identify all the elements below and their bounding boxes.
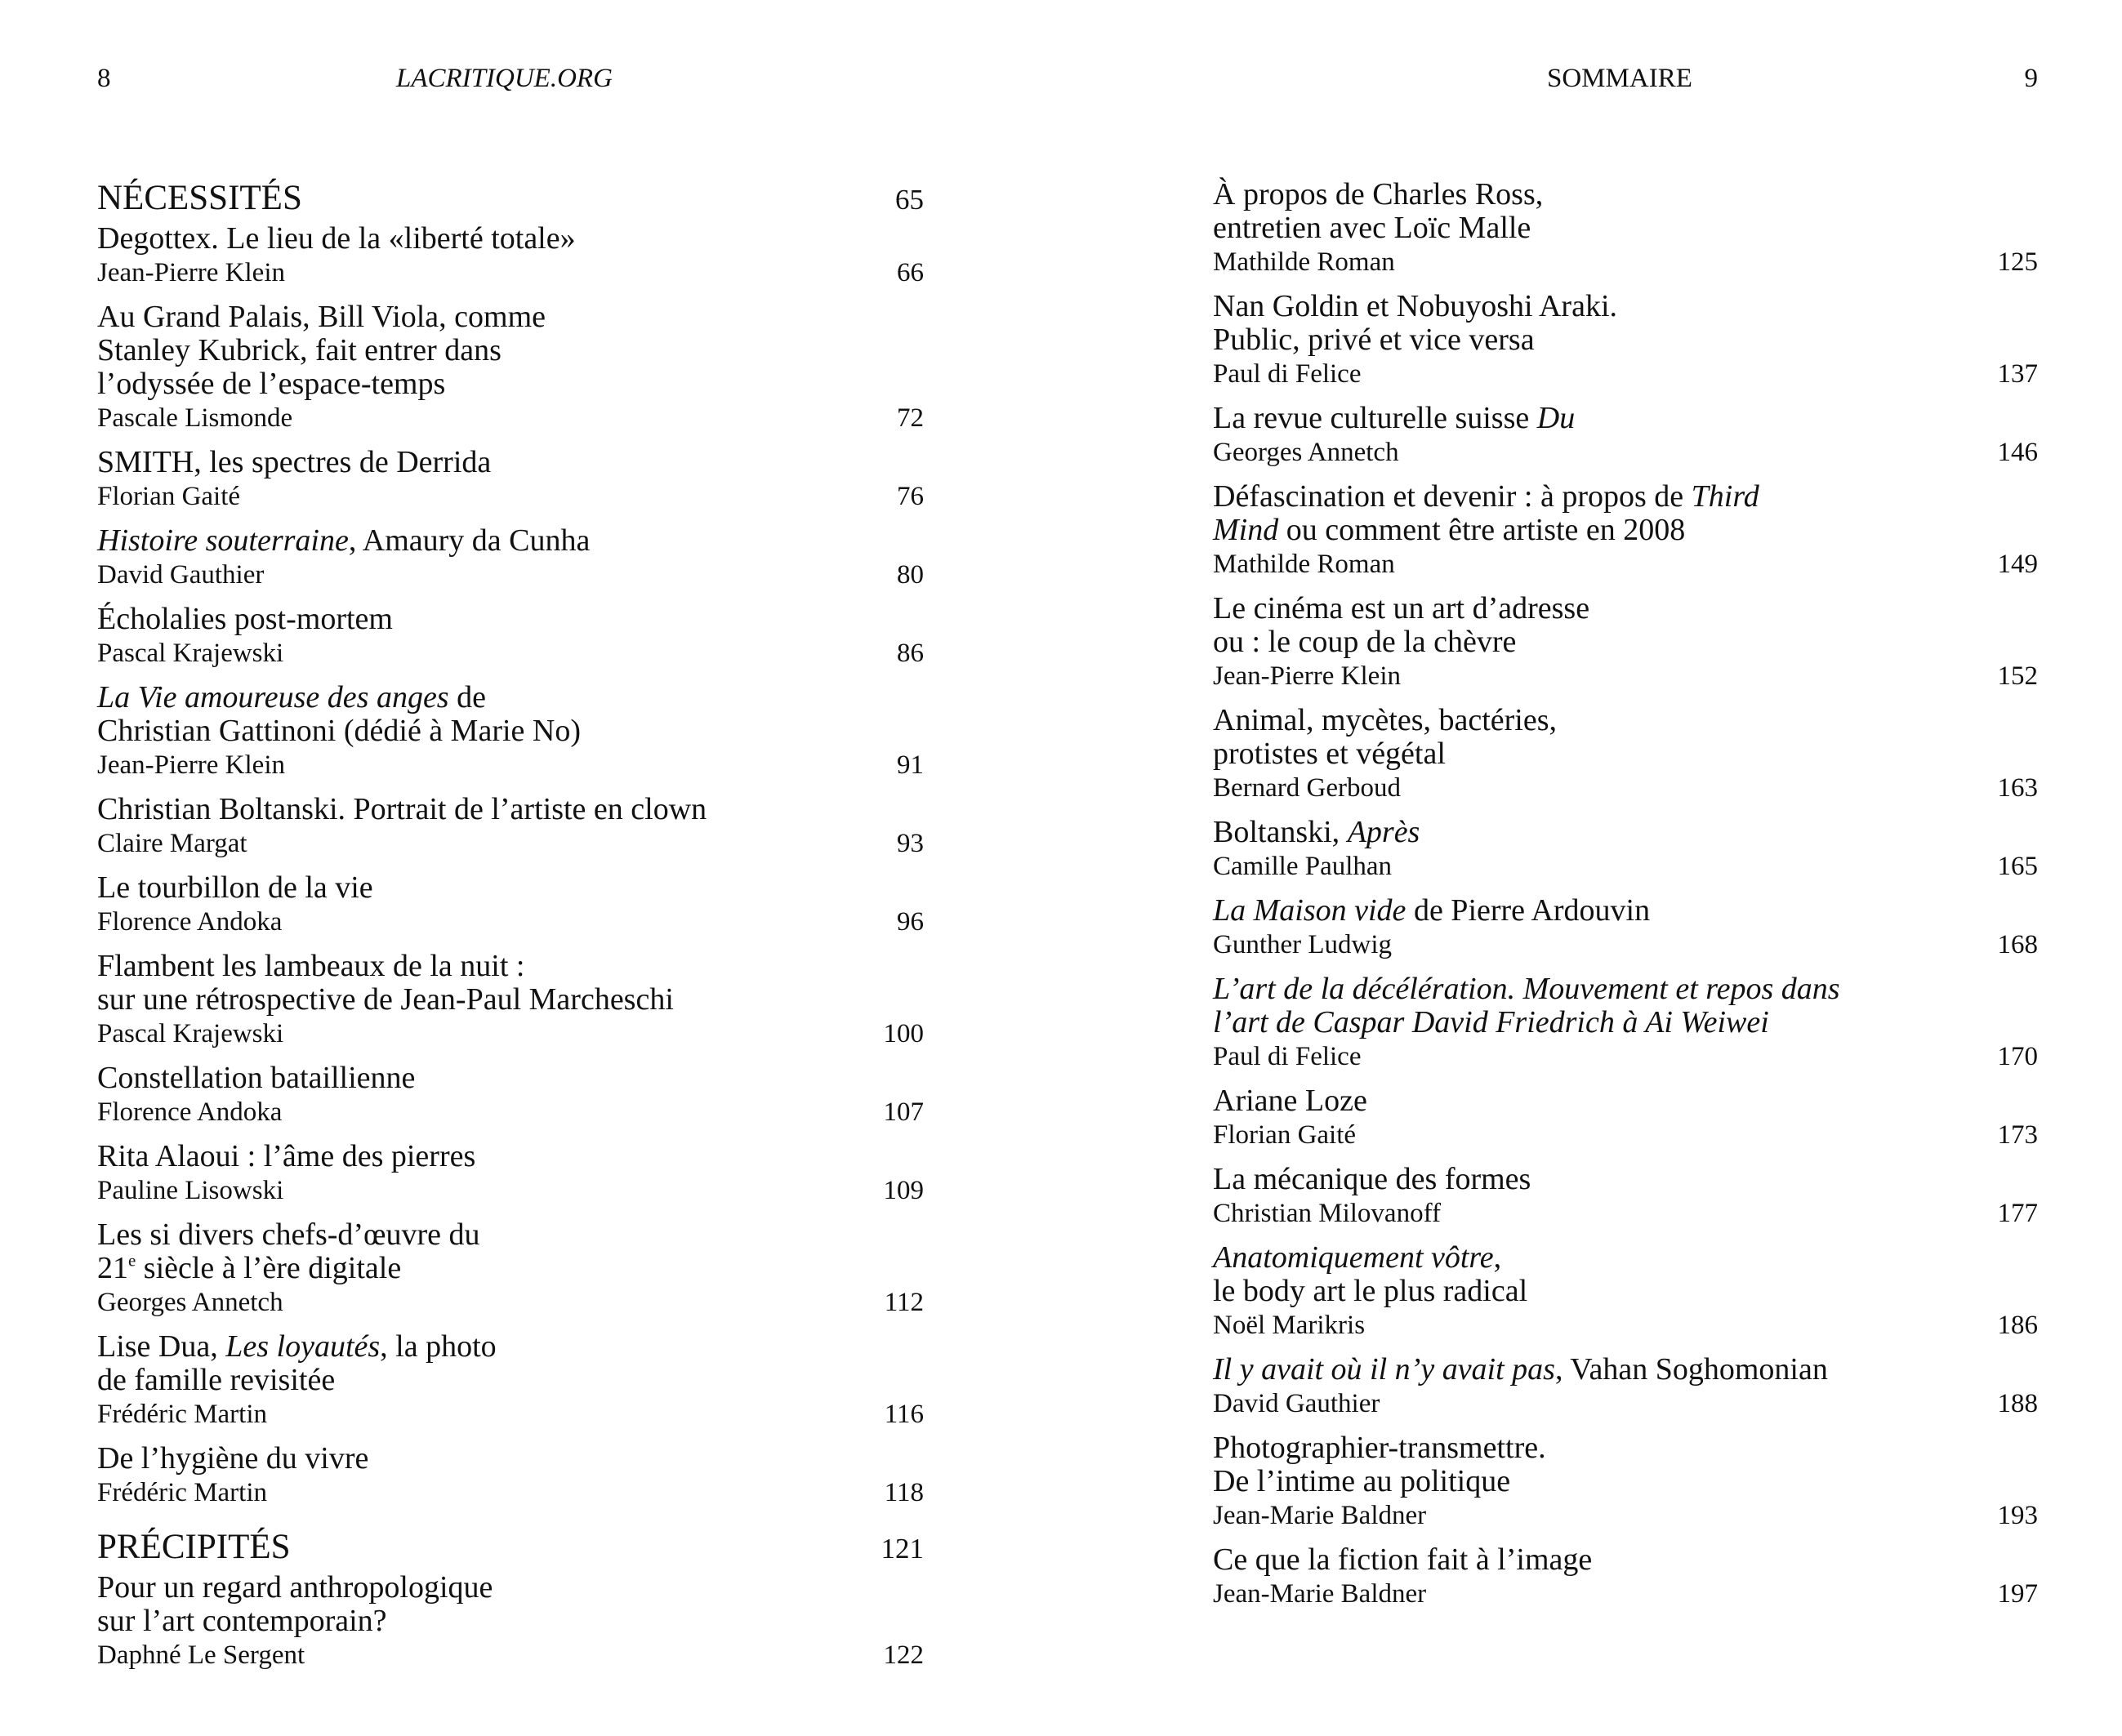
title-segment: Le tourbillon de la vie — [97, 870, 373, 905]
entry-title — [97, 871, 924, 905]
entry-byline — [1213, 358, 2038, 390]
title-line — [1213, 1353, 2038, 1387]
title-segment: de — [448, 680, 486, 714]
entry-byline — [1213, 1119, 2038, 1151]
title-line — [97, 1140, 924, 1173]
entry-byline — [1213, 1197, 2038, 1230]
entry-author: Florian Gaité — [97, 482, 241, 511]
italic-title-segment: Après — [1347, 815, 1420, 849]
toc-entry — [1213, 1543, 2038, 1610]
title-line — [97, 524, 924, 558]
entry-author: Jean-Marie Baldner — [1213, 1501, 1427, 1530]
title-segment: Ariane Loze — [1213, 1084, 1367, 1118]
entry-byline — [97, 402, 924, 434]
entry-author: Paul di Felice — [1213, 1042, 1362, 1071]
title-line — [1213, 894, 2038, 928]
italic-title-segment: Les loyautés — [225, 1329, 381, 1364]
title-line — [1213, 1543, 2038, 1577]
title-segment: sur une rétrospective de Jean-Paul Marcheschi — [97, 982, 674, 1017]
title-segment: Écholalies post-mortem — [97, 602, 393, 636]
toc-entry — [1213, 704, 2038, 804]
entry-title — [1213, 592, 2038, 659]
entry-author: Christian Milovanoff — [1213, 1199, 1441, 1228]
title-segment: Constellation bataillienne — [97, 1061, 416, 1095]
toc-entry — [97, 681, 924, 781]
entry-author: Bernard Gerboud — [1213, 773, 1402, 803]
entry-author: Jean-Marie Baldner — [1213, 1579, 1427, 1609]
entry-title — [97, 1140, 924, 1173]
right-running-head: SOMMAIRE — [1547, 64, 1692, 93]
entry-byline — [1213, 660, 2038, 692]
toc-entry — [97, 1218, 924, 1319]
title-segment: Stanley Kubrick, fait entrer dans — [97, 333, 502, 367]
title-line — [1213, 1431, 2038, 1465]
entry-page-number: 177 — [1997, 1199, 2038, 1228]
title-line — [97, 446, 924, 479]
entry-byline — [97, 256, 924, 289]
title-line — [97, 714, 924, 748]
title-line — [97, 1218, 924, 1252]
title-line — [97, 367, 924, 401]
toc-entry — [97, 1442, 924, 1509]
entry-title — [97, 222, 924, 256]
title-segment: Animal, mycètes, bactéries, — [1213, 703, 1558, 737]
toc-entry — [1213, 973, 2038, 1073]
title-line — [97, 871, 924, 905]
entry-author: Georges Annetch — [1213, 438, 1399, 467]
entry-byline — [1213, 1040, 2038, 1073]
toc-entry — [97, 1571, 924, 1671]
title-segment: De l’intime au politique — [1213, 1464, 1511, 1498]
italic-title-segment: l’art de Caspar David Friedrich à Ai Weiwei — [1213, 1005, 1769, 1039]
title-segment: de famille revisitée — [97, 1363, 336, 1397]
entry-byline — [97, 1639, 924, 1671]
entry-author: Florence Andoka — [97, 907, 283, 937]
section-page-number: 121 — [880, 1533, 924, 1565]
entry-page-number: 122 — [883, 1640, 924, 1670]
entry-byline — [97, 1096, 924, 1128]
entry-page-number: 107 — [883, 1097, 924, 1127]
entry-author: Georges Annetch — [97, 1288, 283, 1317]
entry-page-number: 66 — [897, 258, 924, 287]
left-running-head: LACRITIQUE.ORG — [396, 64, 613, 93]
title-segment: ou comment être artiste en 2008 — [1278, 513, 1686, 547]
toc-entry — [1213, 402, 2038, 469]
toc-entry — [1213, 1163, 2038, 1230]
title-segment: , Vahan Soghomonian — [1554, 1352, 1828, 1387]
title-segment: Christian Boltanski. Portrait de l’artiste en clown — [97, 792, 707, 826]
title-segment: , — [1493, 1240, 1502, 1275]
entry-author: David Gauthier — [97, 560, 265, 590]
entry-byline — [97, 1398, 924, 1431]
entry-page-number: 146 — [1997, 438, 2038, 467]
toc-entry — [97, 793, 924, 860]
toc-entry — [1213, 290, 2038, 390]
title-segment: sur l’art contemporain? — [97, 1604, 387, 1638]
entry-byline — [97, 1476, 924, 1509]
toc-entry — [97, 524, 924, 591]
entry-title — [1213, 1431, 2038, 1498]
title-line — [1213, 1163, 2038, 1196]
entry-author: Gunther Ludwig — [1213, 930, 1393, 959]
entry-page-number: 116 — [884, 1400, 924, 1429]
entry-title — [1213, 480, 2038, 547]
entry-byline — [97, 1286, 924, 1319]
toc-entry — [97, 1330, 924, 1431]
toc-entry — [1213, 178, 2038, 278]
entry-author: Jean-Pierre Klein — [97, 750, 285, 780]
entry-title — [1213, 178, 2038, 245]
title-segment: entretien avec Loïc Malle — [1213, 211, 1531, 245]
title-segment: Pour un regard anthropologique — [97, 1570, 493, 1605]
title-line — [97, 1571, 924, 1605]
toc-entry — [1213, 1241, 2038, 1342]
title-line — [97, 1330, 924, 1364]
title-line — [97, 1364, 924, 1397]
entry-author: Mathilde Roman — [1213, 550, 1395, 579]
title-segment: Photographier-transmettre. — [1213, 1431, 1546, 1465]
title-segment: Boltanski, — [1213, 815, 1348, 849]
entry-author: Camille Paulhan — [1213, 852, 1393, 881]
section-heading — [97, 1527, 924, 1569]
entry-page-number: 165 — [1997, 852, 2038, 881]
entry-title — [97, 1330, 924, 1397]
title-line — [1213, 973, 2038, 1006]
entry-page-number: 112 — [884, 1288, 924, 1317]
entry-author: Daphné Le Sergent — [97, 1640, 305, 1670]
title-segment: Le cinéma est un art d’adresse — [1213, 591, 1590, 625]
entry-title — [1213, 1241, 2038, 1308]
toc-entry — [97, 446, 924, 513]
entry-author: Paul di Felice — [1213, 359, 1362, 389]
entry-author: Pascal Krajewski — [97, 639, 284, 668]
entry-author: Florence Andoka — [97, 1097, 283, 1127]
title-segment: siècle à l’ère digitale — [136, 1251, 402, 1285]
section-title: PRÉCIPITÉS — [97, 1528, 291, 1566]
title-line — [97, 300, 924, 334]
toc-entry — [97, 222, 924, 289]
entry-page-number: 86 — [897, 639, 924, 668]
entry-page-number: 100 — [883, 1019, 924, 1048]
entry-title — [97, 300, 924, 401]
entry-author: David Gauthier — [1213, 1389, 1380, 1418]
title-line — [97, 1062, 924, 1095]
title-segment: La mécanique des formes — [1213, 1162, 1531, 1196]
entry-page-number: 193 — [1997, 1501, 2038, 1530]
title-line — [1213, 737, 2038, 771]
entry-byline — [1213, 1578, 2038, 1610]
title-line — [97, 793, 924, 826]
italic-title-segment: Du — [1536, 401, 1576, 435]
entry-title — [97, 1062, 924, 1095]
title-line — [1213, 480, 2038, 514]
entry-byline — [1213, 772, 2038, 804]
toc-entry — [97, 1062, 924, 1128]
entry-byline — [1213, 850, 2038, 883]
title-line — [1213, 1084, 2038, 1118]
title-segment: SMITH, les spectres de Derrida — [97, 445, 492, 479]
toc-entry — [1213, 816, 2038, 883]
entry-byline — [97, 1174, 924, 1207]
title-line — [1213, 704, 2038, 737]
entry-author: Claire Margat — [97, 829, 247, 858]
entry-page-number: 125 — [1997, 247, 2038, 277]
entry-title — [97, 1571, 924, 1638]
entry-title — [1213, 973, 2038, 1039]
entry-byline — [1213, 548, 2038, 581]
left-toc-column — [97, 178, 924, 1683]
entry-author: Mathilde Roman — [1213, 247, 1395, 277]
title-line — [1213, 514, 2038, 547]
title-segment: De l’hygiène du vivre — [97, 1441, 369, 1476]
title-segment: , la photo — [380, 1329, 497, 1364]
italic-title-segment: Histoire souterraine — [97, 523, 349, 558]
entry-page-number: 109 — [883, 1176, 924, 1205]
entry-title — [1213, 402, 2038, 435]
title-line — [97, 950, 924, 983]
toc-entry — [1213, 1084, 2038, 1151]
title-segment: Nan Goldin et Nobuyoshi Araki. — [1213, 289, 1618, 323]
entry-byline — [1213, 1309, 2038, 1342]
entry-title — [1213, 290, 2038, 357]
entry-byline — [97, 906, 924, 938]
entry-byline — [1213, 1499, 2038, 1532]
entry-title — [97, 681, 924, 748]
section-page-number: 65 — [895, 184, 924, 216]
right-page-number: 9 — [2024, 64, 2038, 93]
entry-author: Pascal Krajewski — [97, 1019, 284, 1048]
toc-entry — [1213, 592, 2038, 692]
title-line — [1213, 1465, 2038, 1498]
title-segment: Lise Dua, — [97, 1329, 226, 1364]
entry-page-number: 91 — [897, 750, 924, 780]
entry-author: Pascale Lismonde — [97, 403, 293, 433]
entry-page-number: 80 — [897, 560, 924, 590]
toc-entry — [1213, 480, 2038, 581]
entry-author: Frédéric Martin — [97, 1478, 268, 1507]
entry-page-number: 96 — [897, 907, 924, 937]
toc-entry — [1213, 1353, 2038, 1420]
italic-title-segment: Third — [1691, 479, 1759, 514]
toc-entry — [97, 950, 924, 1050]
title-segment: Christian Gattinoni (dédié à Marie No) — [97, 714, 582, 748]
entry-byline — [97, 749, 924, 781]
title-segment: Rita Alaoui : l’âme des pierres — [97, 1139, 476, 1173]
right-toc-column — [1213, 178, 2038, 1622]
italic-title-segment: Anatomiquement vôtre — [1213, 1240, 1494, 1275]
title-segment: Public, privé et vice versa — [1213, 323, 1535, 357]
toc-entry — [97, 300, 924, 434]
entry-page-number: 93 — [897, 829, 924, 858]
entry-page-number: 149 — [1997, 550, 2038, 579]
title-line — [1213, 1006, 2038, 1039]
title-line — [1213, 211, 2038, 245]
italic-title-segment: L’art de la décélération. Mouvement et repos dans — [1213, 972, 1840, 1006]
title-line — [97, 334, 924, 367]
entry-byline — [1213, 436, 2038, 469]
title-line — [97, 1442, 924, 1476]
entry-page-number: 76 — [897, 482, 924, 511]
title-segment: l’odyssée de l’espace-temps — [97, 367, 446, 401]
title-line — [1213, 178, 2038, 211]
entry-page-number: 168 — [1997, 930, 2038, 959]
title-line — [1213, 323, 2038, 357]
entry-author: Jean-Pierre Klein — [97, 258, 285, 287]
entry-author: Noël Marikris — [1213, 1311, 1366, 1340]
title-segment: 21 — [97, 1251, 128, 1285]
entry-page-number: 173 — [1997, 1120, 2038, 1150]
title-segment: La revue culturelle suisse — [1213, 401, 1537, 435]
entry-page-number: 170 — [1997, 1042, 2038, 1071]
entry-byline — [1213, 928, 2038, 961]
toc-entry — [1213, 1431, 2038, 1532]
title-segment: , Amaury da Cunha — [348, 523, 591, 558]
entry-title — [97, 603, 924, 636]
entry-title — [97, 1218, 924, 1285]
title-line — [97, 681, 924, 714]
toc-entry — [97, 1140, 924, 1207]
title-line — [97, 222, 924, 256]
title-line — [1213, 1241, 2038, 1275]
title-segment: Ce que la fiction fait à l’image — [1213, 1542, 1593, 1577]
entry-title — [97, 950, 924, 1017]
title-line — [1213, 625, 2038, 659]
title-segment: de Pierre Ardouvin — [1406, 893, 1651, 928]
entry-title — [97, 524, 924, 558]
entry-byline — [97, 559, 924, 591]
title-line — [97, 603, 924, 636]
superscript: e — [128, 1250, 136, 1271]
entry-byline — [97, 480, 924, 513]
title-line — [97, 983, 924, 1017]
toc-entry — [97, 603, 924, 670]
entry-byline — [97, 827, 924, 860]
entry-page-number: 137 — [1997, 359, 2038, 389]
entry-page-number: 188 — [1997, 1389, 2038, 1418]
entry-byline — [97, 1017, 924, 1050]
entry-page-number: 118 — [884, 1478, 924, 1507]
section-heading — [97, 178, 924, 220]
title-line — [1213, 816, 2038, 849]
entry-title — [1213, 1353, 2038, 1387]
title-segment: protistes et végétal — [1213, 737, 1446, 771]
section-title: NÉCESSITÉS — [97, 179, 302, 217]
entry-byline — [1213, 1387, 2038, 1420]
entry-author: Florian Gaité — [1213, 1120, 1357, 1150]
title-segment: Flambent les lambeaux de la nuit : — [97, 949, 525, 983]
toc-entry — [97, 871, 924, 938]
entry-author: Pauline Lisowski — [97, 1176, 284, 1205]
entry-title — [1213, 894, 2038, 928]
title-segment: Les si divers chefs-d’œuvre du — [97, 1217, 480, 1252]
entry-author: Jean-Pierre Klein — [1213, 661, 1401, 691]
italic-title-segment: Il y avait où il n’y avait pas — [1213, 1352, 1555, 1387]
title-segment: Au Grand Palais, Bill Viola, comme — [97, 300, 546, 334]
entry-title — [1213, 1084, 2038, 1118]
title-line — [1213, 1275, 2038, 1308]
title-line — [97, 1252, 924, 1285]
entry-page-number: 152 — [1997, 661, 2038, 691]
title-segment: Défascination et devenir : à propos de — [1213, 479, 1692, 514]
left-page-number: 8 — [97, 64, 111, 93]
title-segment: À propos de Charles Ross, — [1213, 177, 1544, 211]
entry-page-number: 186 — [1997, 1311, 2038, 1340]
title-segment: le body art le plus radical — [1213, 1274, 1528, 1308]
entry-title — [1213, 816, 2038, 849]
title-line — [1213, 290, 2038, 323]
italic-title-segment: La Vie amoureuse des anges — [97, 680, 449, 714]
entry-title — [1213, 1543, 2038, 1577]
entry-page-number: 72 — [897, 403, 924, 433]
entry-title — [1213, 1163, 2038, 1196]
entry-author: Frédéric Martin — [97, 1400, 268, 1429]
italic-title-segment: La Maison vide — [1213, 893, 1406, 928]
title-line — [1213, 402, 2038, 435]
entry-page-number: 163 — [1997, 773, 2038, 803]
toc-entry — [1213, 894, 2038, 961]
entry-title — [1213, 704, 2038, 771]
title-segment: ou : le coup de la chèvre — [1213, 625, 1517, 659]
entry-title — [97, 1442, 924, 1476]
title-line — [97, 1605, 924, 1638]
entry-title — [97, 793, 924, 826]
title-segment: Degottex. Le lieu de la «liberté totale» — [97, 221, 576, 256]
entry-byline — [1213, 246, 2038, 278]
entry-title — [97, 446, 924, 479]
entry-page-number: 197 — [1997, 1579, 2038, 1609]
entry-byline — [97, 637, 924, 670]
italic-title-segment: Mind — [1213, 513, 1279, 547]
title-line — [1213, 592, 2038, 625]
